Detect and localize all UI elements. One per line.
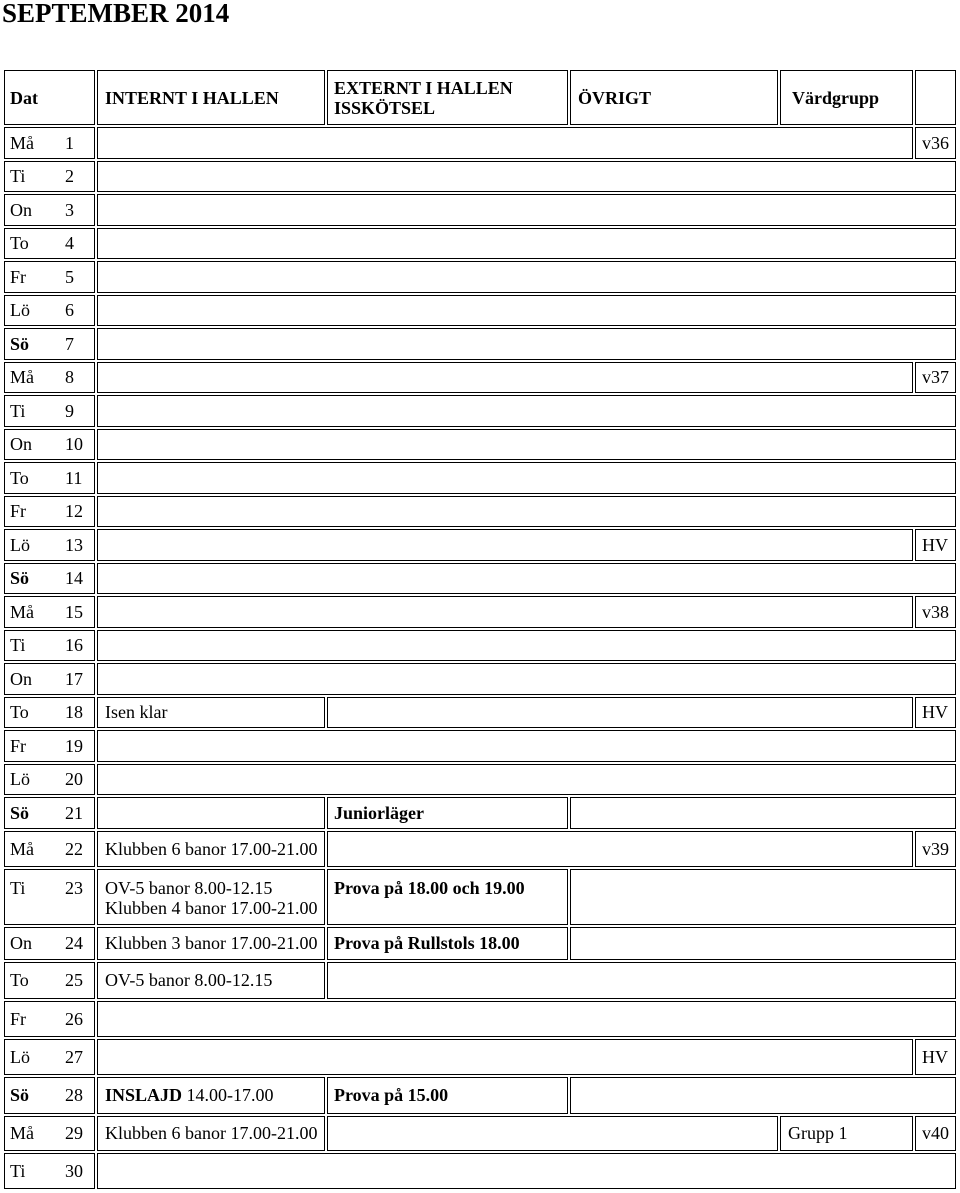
schedule-row [4,328,956,360]
day-number: 22 [65,838,83,859]
empty-cell [97,395,956,427]
vecka-cell [915,362,956,394]
header-dat: Dat [4,70,95,125]
day-name: Må [10,838,34,859]
empty-cell [570,869,956,925]
empty-cell [97,663,956,695]
date-cell [4,462,95,494]
internt-line [105,1085,322,1105]
header-vecka [915,70,956,125]
date-cell [4,295,95,327]
empty-cell [97,730,956,762]
internt-cell [97,869,325,925]
empty-cell [97,362,913,394]
empty-cell [97,194,956,226]
date-cell [4,1001,95,1037]
schedule-row [4,127,956,159]
empty-cell [97,496,956,528]
schedule-row [4,697,956,729]
day-number: 25 [65,970,83,990]
day-name: Fr [10,266,27,287]
day-number: 26 [65,1008,83,1029]
vecka-cell [915,1116,956,1151]
day-name: To [10,467,29,488]
day-name: Må [10,132,34,153]
day-name: Ti [10,166,26,187]
empty-cell [97,462,956,494]
day-name: Fr [10,501,27,522]
empty-cell [97,563,956,595]
empty-cell [327,1116,778,1151]
externt-text: Prova på 15.00 [334,1085,449,1105]
day-number: 19 [65,735,83,756]
empty-cell [97,261,956,293]
empty-cell [97,127,913,159]
day-name: On [10,434,32,455]
vecka-cell [915,1039,956,1075]
schedule-row [4,462,956,494]
date-cell [4,663,95,695]
internt-cell [97,1077,325,1114]
empty-cell [97,295,956,327]
schedule-row [4,663,956,695]
day-number: 6 [65,300,74,321]
internt-cell [97,831,325,867]
schedule-row [4,797,956,829]
day-number: 2 [65,166,74,187]
externt-cell [327,927,568,960]
schedule-row [4,1001,956,1037]
vecka-cell [915,529,956,561]
date-cell [4,161,95,193]
empty-cell [97,1001,956,1037]
empty-cell [97,529,913,561]
vecka-text: v36 [922,132,949,153]
internt-text: Klubben 3 banor 17.00-21.00 [105,933,318,953]
internt-cell [97,962,325,999]
day-number: 13 [65,534,83,555]
day-number: 18 [65,702,83,723]
schedule-row [4,395,956,427]
day-name: Ti [10,877,26,898]
date-cell [4,1077,95,1114]
day-name: Lö [10,534,30,555]
day-number: 15 [65,601,83,622]
schedule-row [4,496,956,528]
date-cell [4,1116,95,1151]
vecka-text: HV [922,702,948,723]
day-number: 16 [65,635,83,656]
date-cell [4,228,95,260]
day-number: 24 [65,933,83,953]
header-vardgrupp: Värdgrupp [780,70,913,125]
schedule-row [4,228,956,260]
day-number: 4 [65,233,74,254]
day-number: 14 [65,568,83,589]
day-number: 11 [65,467,83,488]
day-name: Må [10,1123,34,1143]
date-cell [4,563,95,595]
empty-cell [97,228,956,260]
empty-cell [97,630,956,662]
vecka-cell [915,127,956,159]
schedule-row [4,630,956,662]
internt-line [105,933,322,953]
date-cell [4,697,95,729]
empty-cell [97,764,956,796]
day-number: 30 [65,1160,83,1181]
day-number: 12 [65,501,83,522]
date-cell [4,869,95,925]
date-cell [4,362,95,394]
header-externt-line1: EXTERNT I HALLEN [334,77,513,98]
schedule-row [4,295,956,327]
schedule-body [4,127,956,1189]
internt-text: Klubben 6 banor 17.00-21.00 [105,1123,318,1143]
date-cell [4,496,95,528]
internt-tag: INSLAJD [105,1085,183,1105]
internt-line [105,839,322,859]
empty-cell [97,596,913,628]
schedule-row [4,1116,956,1151]
vecka-text: v38 [922,601,949,622]
schedule-row [4,1039,956,1075]
schedule-row [4,429,956,461]
internt-text: Klubben 6 banor 17.00-21.00 [105,838,318,859]
schedule-row [4,869,956,925]
date-cell [4,797,95,829]
day-name: Sö [10,1085,30,1105]
header-externt [327,70,568,125]
empty-cell [327,697,913,729]
internt-text: OV-5 banor 8.00-12.15 [105,877,273,898]
date-cell [4,962,95,999]
vecka-text: v37 [922,367,949,388]
day-name: Ti [10,635,26,656]
externt-cell [327,869,568,925]
date-cell [4,1039,95,1075]
day-number: 29 [65,1123,83,1143]
vecka-cell [915,697,956,729]
date-cell [4,1153,95,1189]
day-name: Sö [10,802,30,823]
vecka-cell [915,831,956,867]
day-number: 8 [65,367,74,388]
header-row [4,70,956,125]
day-name: Fr [10,735,27,756]
empty-cell [97,1039,913,1075]
day-number: 17 [65,668,83,689]
day-number: 5 [65,266,74,287]
date-cell [4,328,95,360]
vecka-text: v40 [922,1123,949,1143]
internt-text: Isen klar [105,702,168,723]
page-title: SEPTEMBER 2014 [2,0,230,28]
date-cell [4,194,95,226]
internt-line [105,970,322,990]
empty-cell [570,797,956,829]
schedule-row [4,730,956,762]
header-externt-line2: ISSKÖTSEL [334,97,436,118]
day-name: Lö [10,1046,30,1067]
schedule-row [4,596,956,628]
empty-cell [97,797,325,829]
header-ovrigt: ÖVRIGT [570,70,778,125]
date-cell [4,429,95,461]
empty-cell [97,1153,956,1189]
externt-text: Prova på 18.00 och 19.00 [334,877,525,898]
externt-cell [327,1077,568,1114]
day-name: Lö [10,300,30,321]
day-number: 7 [65,333,74,354]
date-cell [4,395,95,427]
day-name: Lö [10,769,30,790]
schedule-row [4,764,956,796]
empty-cell [97,429,956,461]
schedule-row [4,529,956,561]
day-name: To [10,702,29,723]
vecka-text: HV [922,534,948,555]
schedule-row [4,563,956,595]
date-cell [4,596,95,628]
day-name: Sö [10,568,30,589]
date-cell [4,529,95,561]
day-number: 9 [65,400,74,421]
day-name: On [10,199,32,220]
externt-text: Juniorläger [334,802,424,823]
internt-text: 14.00-17.00 [186,1085,274,1105]
internt-text: Klubben 4 banor 17.00-21.00 [105,897,318,918]
schedule-row [4,927,956,960]
header-internt: INTERNT I HALLEN [97,70,325,125]
date-cell [4,127,95,159]
empty-cell [97,328,956,360]
empty-cell [327,962,956,999]
vardgrupp-cell [780,1116,913,1151]
internt-text: OV-5 banor 8.00-12.15 [105,970,273,990]
empty-cell [570,927,956,960]
day-name: Fr [10,1008,27,1029]
date-cell [4,261,95,293]
day-name: Ti [10,400,26,421]
schedule-table [2,68,958,1191]
day-number: 27 [65,1046,83,1067]
day-number: 3 [65,199,74,220]
vecka-cell [915,596,956,628]
internt-cell [97,1116,325,1151]
empty-cell [97,161,956,193]
day-name: Må [10,601,34,622]
day-name: To [10,970,29,990]
day-number: 10 [65,434,83,455]
schedule-row [4,1077,956,1114]
day-number: 1 [65,132,74,153]
schedule-row [4,1153,956,1189]
schedule-row [4,962,956,999]
vecka-text: v39 [922,838,949,859]
externt-cell [327,797,568,829]
internt-cell [97,697,325,729]
internt-cell [97,927,325,960]
day-number: 21 [65,802,83,823]
internt-line [105,702,322,722]
schedule-row [4,362,956,394]
date-cell [4,630,95,662]
day-name: On [10,668,32,689]
day-name: Ti [10,1160,26,1181]
schedule-row [4,194,956,226]
schedule-row [4,161,956,193]
day-name: Sö [10,333,30,354]
date-cell [4,764,95,796]
date-cell [4,927,95,960]
day-name: On [10,933,32,953]
day-name: To [10,233,29,254]
internt-line [105,898,322,918]
day-name: Må [10,367,34,388]
internt-line [105,878,322,898]
externt-text: Prova på Rullstols 18.00 [334,933,520,953]
day-number: 23 [65,877,83,898]
date-cell [4,831,95,867]
vardgrupp-text: Grupp 1 [788,1123,848,1143]
date-cell [4,730,95,762]
vecka-text: HV [922,1046,948,1067]
empty-cell [570,1077,956,1114]
day-number: 20 [65,769,83,790]
day-number: 28 [65,1085,83,1105]
schedule-row [4,261,956,293]
schedule-row [4,831,956,867]
internt-line [105,1123,322,1143]
empty-cell [327,831,913,867]
